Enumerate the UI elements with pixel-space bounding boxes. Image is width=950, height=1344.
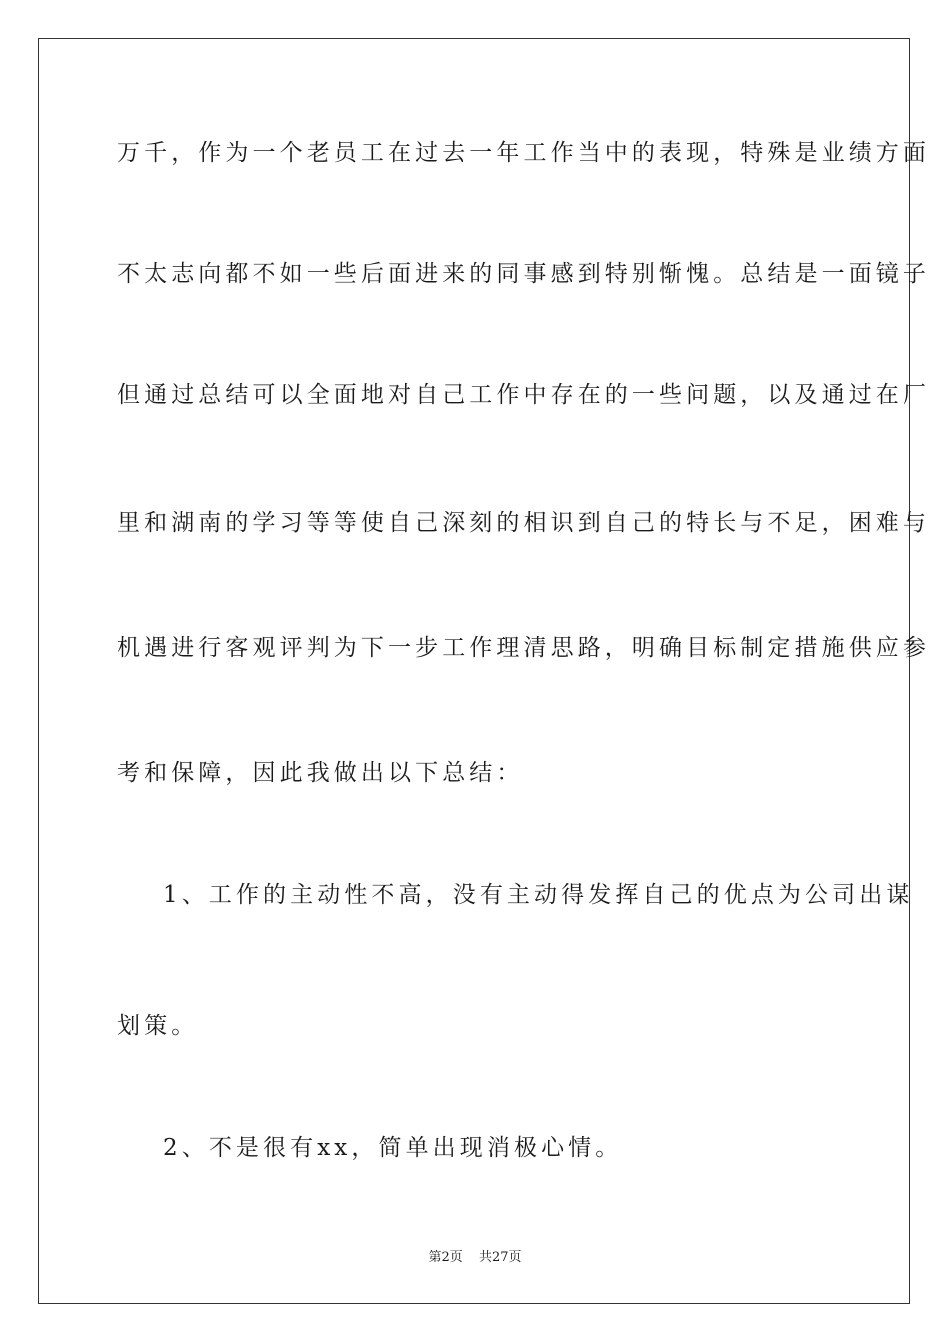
page-total: 共27页: [478, 1250, 522, 1265]
list-item-1: 1、工作的主动性不高，没有主动得发挥自己的优点为公司出谋: [163, 882, 914, 908]
text-line: 里和湖南的学习等等使自己深刻的相识到自己的特长与不足，困难与: [117, 510, 930, 536]
page-number: 第2页: [428, 1250, 463, 1265]
page-border: [38, 38, 910, 1304]
text-line: 机遇进行客观评判为下一步工作理清思路，明确目标制定措施供应参: [117, 635, 930, 661]
text-line: 划策。: [117, 1013, 199, 1039]
text-line: 但通过总结可以全面地对自己工作中存在的一些问题，以及通过在厂: [117, 382, 930, 408]
text-line: 不太志向都不如一些后面进来的同事感到特别惭愧。总结是一面镜子: [117, 261, 930, 287]
list-item-2: 2、不是很有xx，简单出现消极心情。: [163, 1135, 623, 1161]
page-footer: [0, 1246, 950, 1265]
text-line: 考和保障，因此我做出以下总结：: [117, 760, 524, 786]
text-line: 万千，作为一个老员工在过去一年工作当中的表现，特殊是业绩方面: [117, 140, 930, 166]
